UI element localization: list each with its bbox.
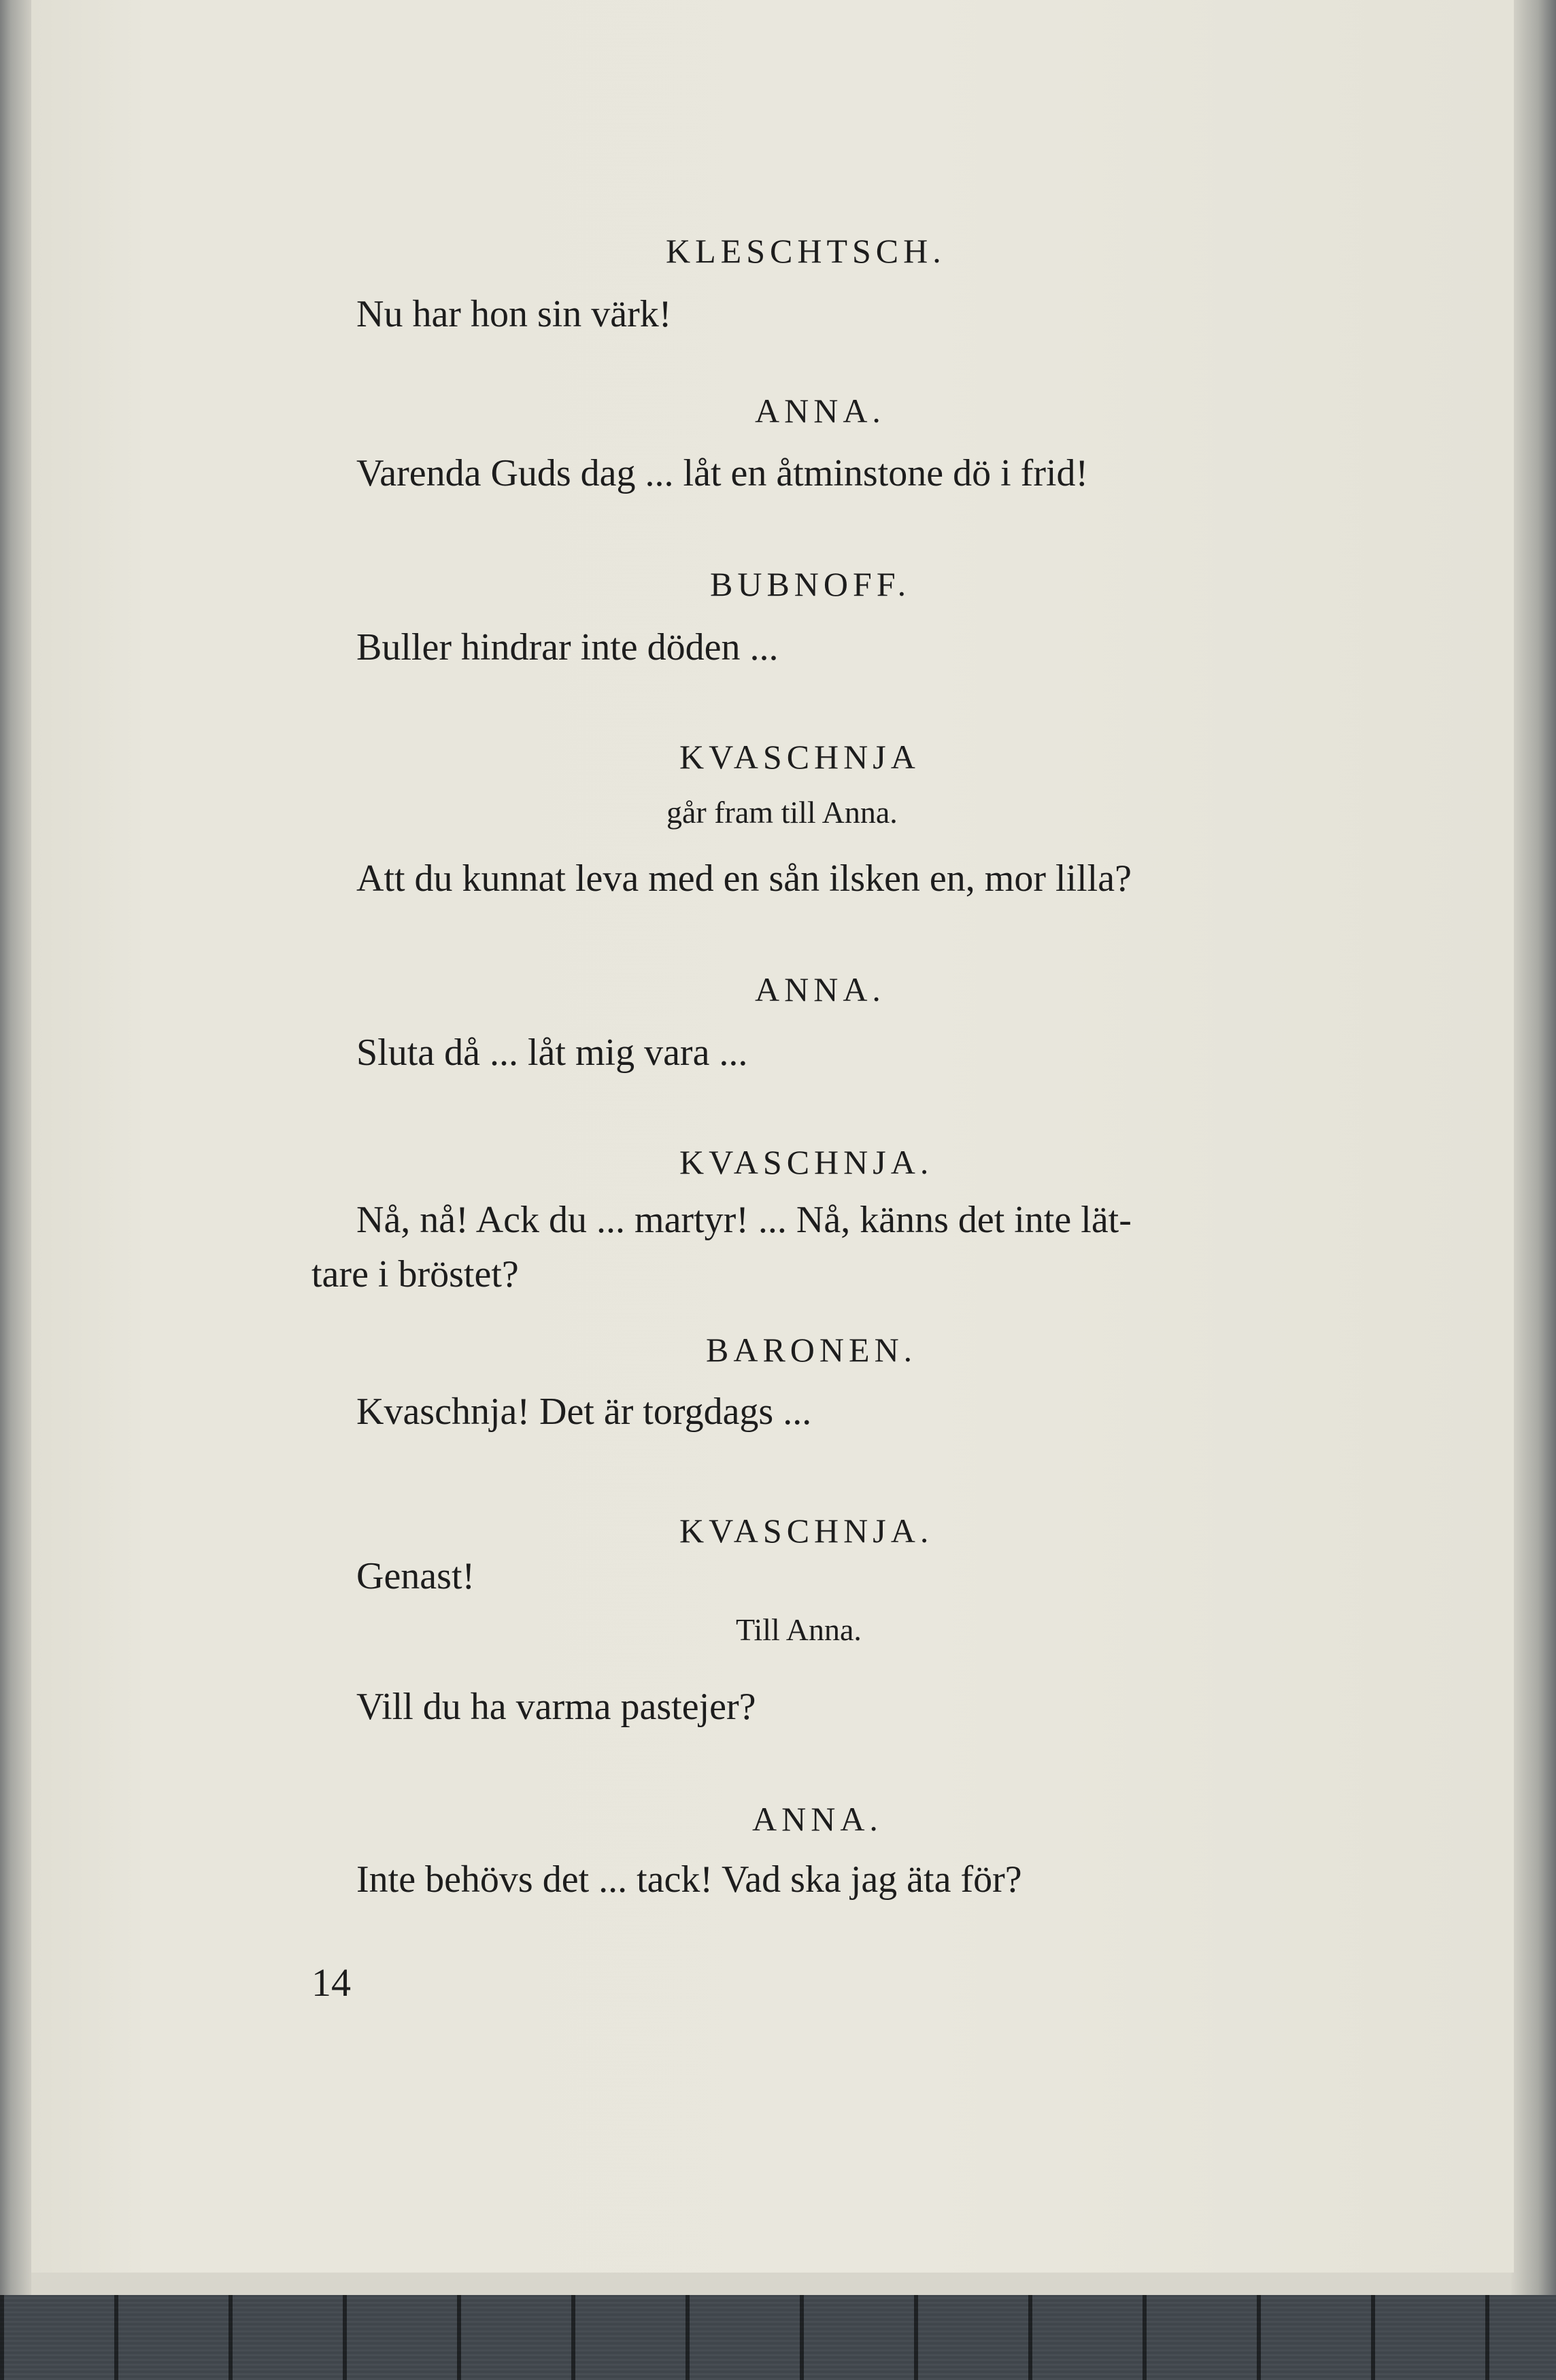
dialogue-line: Sluta då ... låt mig vara ... — [356, 1032, 748, 1074]
speaker-name: ANNA. — [755, 392, 885, 430]
dialogue-line: Nå, nå! Ack du ... martyr! ... Nå, känns det inte lät- — [356, 1199, 1132, 1241]
page-spine-edge — [0, 0, 31, 2295]
page-fore-edge — [1511, 0, 1556, 2295]
dialogue-line: Inte behövs det ... tack! Vad ska jag äta för? — [356, 1858, 1022, 1901]
dialogue-line: Varenda Guds dag ... låt en åtminstone dö i frid! — [356, 452, 1089, 494]
book-page — [31, 0, 1514, 2273]
dialogue-line: Buller hindrar inte döden ... — [356, 626, 779, 668]
speaker-name: BUBNOFF. — [710, 565, 911, 603]
dialogue-line: Kvaschnja! Det är torgdags ... — [356, 1391, 812, 1433]
dialogue-line: tare i bröstet? — [311, 1253, 519, 1295]
speaker-name: KLESCHTSCH. — [666, 232, 946, 270]
speaker-name: BARONEN. — [706, 1331, 917, 1369]
dialogue-line: Att du kunnat leva med en sån ilsken en, mor lilla? — [356, 857, 1132, 900]
speaker-name: KVASCHNJA. — [679, 1512, 934, 1550]
stage-direction: går fram till Anna. — [666, 795, 898, 830]
stage-direction: Till Anna. — [736, 1612, 862, 1647]
dialogue-line: Vill du ha varma pastejer? — [356, 1686, 756, 1728]
scanner-bed-grid — [0, 2290, 1556, 2380]
dialogue-line: Nu har hon sin värk! — [356, 293, 672, 335]
page-number: 14 — [311, 1960, 351, 2005]
speaker-name: ANNA. — [752, 1800, 883, 1838]
dialogue-line: Genast! — [356, 1555, 475, 1597]
speaker-name: KVASCHNJA — [679, 738, 920, 776]
speaker-name: ANNA. — [755, 970, 885, 1008]
speaker-name: KVASCHNJA. — [679, 1143, 934, 1181]
